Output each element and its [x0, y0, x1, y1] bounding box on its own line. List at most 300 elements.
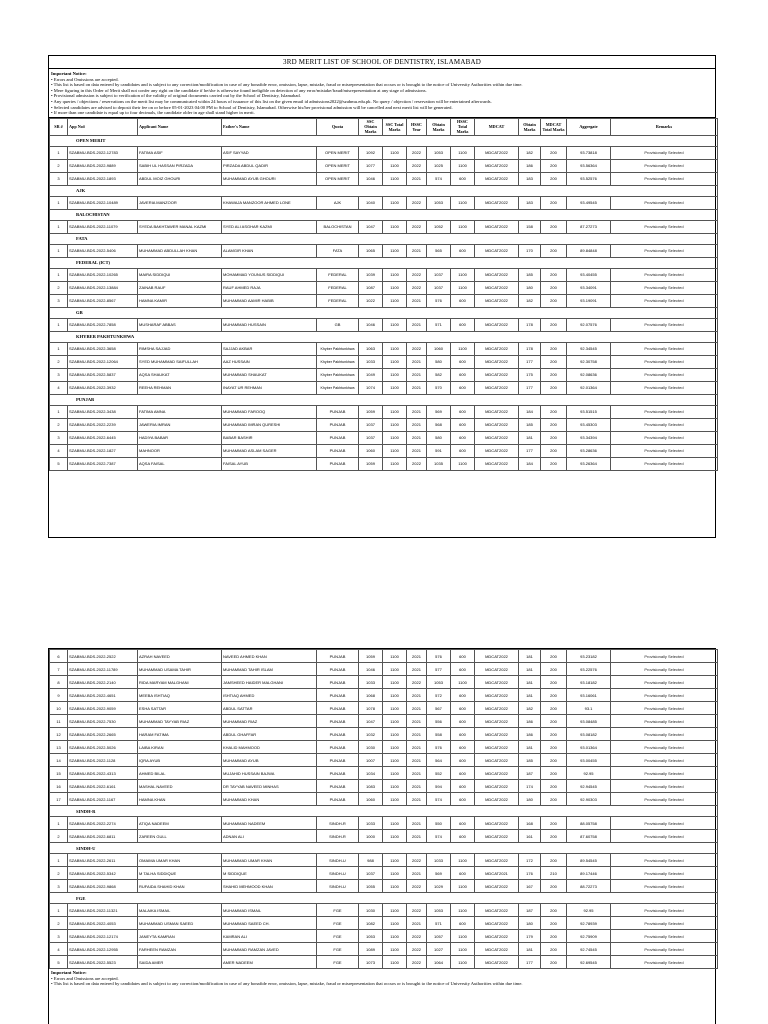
- table-cell: 600: [451, 663, 475, 676]
- table-cell: 186: [519, 715, 541, 728]
- table-cell: 2021: [407, 817, 427, 830]
- table-cell: MDCAT2022: [475, 381, 519, 394]
- table-cell: PUNJAB: [317, 650, 359, 663]
- table-cell: 200: [541, 457, 567, 470]
- table-cell: 600: [451, 418, 475, 431]
- table-row: [50, 780, 718, 793]
- table-cell: MDCAT2022: [475, 650, 519, 663]
- table-cell: JAWERIA IMRAN: [138, 418, 222, 431]
- table-cell: SZABMU-BDS-2022-9889: [68, 159, 138, 172]
- table-cell: 565: [427, 244, 451, 257]
- table-cell: 200: [541, 294, 567, 307]
- table-cell: 1100: [383, 650, 407, 663]
- table-cell: 200: [541, 172, 567, 185]
- table-cell: Provisionally Selected: [611, 780, 718, 793]
- table-cell: MAIRA SIDDIQUI: [138, 268, 222, 281]
- notice-heading: Important Notice:: [51, 970, 87, 975]
- table-cell: 93.73818: [567, 146, 611, 159]
- table-cell: Provisionally Selected: [611, 663, 718, 676]
- table-cell: 1089: [359, 943, 383, 956]
- table-cell: 1100: [451, 854, 475, 867]
- table-cell: M SIDDIQUE: [222, 867, 317, 880]
- quota-section-heading: [50, 307, 718, 318]
- table-cell: RIMSHA SAJJAD: [138, 342, 222, 355]
- table-cell: HARAM FATIMA: [138, 728, 222, 741]
- table-cell: ADNAN ALI: [222, 830, 317, 843]
- table-cell: 1100: [383, 431, 407, 444]
- table-cell: 1100: [383, 943, 407, 956]
- table-cell: SZABMU-BDS-2022-12064: [68, 355, 138, 368]
- table-cell: Provisionally Selected: [611, 405, 718, 418]
- table-cell: SZABMU-BDS-2022-5837: [68, 368, 138, 381]
- table-cell: Provisionally Selected: [611, 159, 718, 172]
- table-cell: 200: [541, 431, 567, 444]
- column-header: SSC Total Marks: [383, 118, 407, 135]
- table-cell: ABDUL SATTAR: [222, 702, 317, 715]
- table-cell: 1: [50, 220, 68, 233]
- table-cell: 2021: [407, 767, 427, 780]
- table-cell: HADIYA BABAR: [138, 431, 222, 444]
- table-cell: PIRZADA ABDUL QADIR: [222, 159, 317, 172]
- table-cell: 200: [541, 689, 567, 702]
- table-cell: 600: [451, 405, 475, 418]
- table-cell: 1100: [451, 196, 475, 209]
- table-row: [50, 956, 718, 969]
- table-cell: Provisionally Selected: [611, 943, 718, 956]
- table-cell: ABDUL MOIZ GHOURI: [138, 172, 222, 185]
- table-cell: AQSA FAISAL: [138, 457, 222, 470]
- table-cell: AHMED BILAL: [138, 767, 222, 780]
- table-cell: 1100: [383, 418, 407, 431]
- table-cell: 1053: [427, 196, 451, 209]
- table-cell: MUHAMMAD NADEEM: [222, 817, 317, 830]
- column-header: Obtain Marks: [427, 118, 451, 135]
- table-cell: 2022: [407, 281, 427, 294]
- table-cell: 600: [451, 917, 475, 930]
- table-cell: Provisionally Selected: [611, 689, 718, 702]
- quota-section-heading: [50, 331, 718, 342]
- table-cell: 2021: [407, 294, 427, 307]
- table-cell: 200: [541, 930, 567, 943]
- table-cell: 93.34394: [567, 431, 611, 444]
- column-header: MDCAT: [475, 118, 519, 135]
- table-cell: MDCAT2022: [475, 817, 519, 830]
- table-cell: 200: [541, 956, 567, 969]
- table-cell: MDCAT2022: [475, 159, 519, 172]
- table-cell: 1100: [383, 381, 407, 394]
- table-cell: 200: [541, 715, 567, 728]
- table-cell: 1100: [383, 281, 407, 294]
- table-cell: SZABMU-BDS-2022-1167: [68, 793, 138, 806]
- table-cell: 1046: [359, 663, 383, 676]
- table-cell: 1100: [383, 702, 407, 715]
- table-cell: RIDA MARYAM MALGHANI: [138, 676, 222, 689]
- table-cell: 200: [541, 793, 567, 806]
- table-cell: 600: [451, 780, 475, 793]
- table-cell: MUJAHID HUSSAIN BAJWA: [222, 767, 317, 780]
- table-cell: SYED ALI ASGHAR KAZMI: [222, 220, 317, 233]
- table-cell: 600: [451, 318, 475, 331]
- table-cell: SZABMU-BDS-2022-3438: [68, 405, 138, 418]
- table-cell: Provisionally Selected: [611, 294, 718, 307]
- table-cell: 200: [541, 444, 567, 457]
- table-cell: 89.17446: [567, 867, 611, 880]
- table-row: [50, 159, 718, 172]
- table-cell: MDCAT2022: [475, 956, 519, 969]
- table-cell: 200: [541, 830, 567, 843]
- table-cell: AQSA SHAUKAT: [138, 368, 222, 381]
- table-cell: SZABMU-BDS-2022-6811: [68, 830, 138, 843]
- table-cell: 200: [541, 904, 567, 917]
- table-cell: 185: [519, 418, 541, 431]
- table-cell: Khyber Pakhtunkhwa: [317, 368, 359, 381]
- table-row: [50, 728, 718, 741]
- table-cell: MDCAT2022: [475, 702, 519, 715]
- table-cell: 988: [359, 854, 383, 867]
- table-cell: 1100: [383, 159, 407, 172]
- table-cell: MUHAMMAD ISMAIL: [222, 904, 317, 917]
- table-cell: 88.05758: [567, 817, 611, 830]
- table-cell: SZABMU-BDS-2022-9059: [68, 702, 138, 715]
- table-row: [50, 172, 718, 185]
- table-cell: 600: [451, 741, 475, 754]
- table-cell: 1053: [427, 146, 451, 159]
- table-row: [50, 917, 718, 930]
- table-cell: 200: [541, 676, 567, 689]
- table-cell: 1047: [359, 715, 383, 728]
- table-cell: 1077: [359, 159, 383, 172]
- table-cell: MUHAMMAD FAROOQ: [222, 405, 317, 418]
- table-cell: 177: [519, 956, 541, 969]
- table-row: [50, 715, 718, 728]
- table-cell: 1060: [359, 793, 383, 806]
- table-cell: 93.19091: [567, 294, 611, 307]
- table-row: [50, 817, 718, 830]
- table-cell: SZABMU-BDS-2022-11321: [68, 904, 138, 917]
- table-cell: HAMNA KAMIR: [138, 294, 222, 307]
- table-cell: SHAHID MEHMOOD KHAN: [222, 880, 317, 893]
- table-cell: 200: [541, 405, 567, 418]
- table-cell: 200: [541, 342, 567, 355]
- table-cell: OPEN MERIT: [317, 172, 359, 185]
- table-cell: 200: [541, 418, 567, 431]
- table-cell: 92.74545: [567, 943, 611, 956]
- table-cell: 1100: [383, 741, 407, 754]
- table-cell: 600: [451, 355, 475, 368]
- table-cell: 1037: [427, 268, 451, 281]
- table-cell: SZABMU-BDS-2022-6161: [68, 780, 138, 793]
- table-cell: 2021: [407, 381, 427, 394]
- table-cell: MDCAT2022: [475, 715, 519, 728]
- table-cell: MDCAT2022: [475, 405, 519, 418]
- table-cell: 1000: [359, 830, 383, 843]
- table-cell: ZAREEN GULL: [138, 830, 222, 843]
- table-cell: 1100: [451, 930, 475, 943]
- table-cell: 93.01364: [567, 741, 611, 754]
- table-cell: MDCAT2022: [475, 728, 519, 741]
- table-cell: 180: [519, 917, 541, 930]
- table-cell: 1033: [359, 676, 383, 689]
- table-cell: PUNJAB: [317, 741, 359, 754]
- table-cell: 1: [50, 904, 68, 917]
- table-cell: 2021: [407, 355, 427, 368]
- table-cell: 577: [427, 663, 451, 676]
- table-cell: 576: [427, 294, 451, 307]
- table-cell: 1025: [427, 159, 451, 172]
- table-row: [50, 342, 718, 355]
- table-cell: 182: [519, 294, 541, 307]
- table-cell: 571: [427, 917, 451, 930]
- table-cell: Provisionally Selected: [611, 754, 718, 767]
- table-cell: 11: [50, 715, 68, 728]
- table-cell: 87.60758: [567, 830, 611, 843]
- table-cell: FEDERAL: [317, 268, 359, 281]
- table-cell: MDCAT2022: [475, 943, 519, 956]
- table-cell: 89.54545: [567, 854, 611, 867]
- table-row: [50, 146, 718, 159]
- table-row: [50, 381, 718, 394]
- table-cell: SZABMU-BDS-2022-1827: [68, 444, 138, 457]
- table-cell: 568: [427, 418, 451, 431]
- table-cell: 1100: [451, 342, 475, 355]
- table-cell: 93.00455: [567, 754, 611, 767]
- table-cell: 1100: [383, 930, 407, 943]
- table-cell: 1100: [451, 943, 475, 956]
- quota-section-label: GB: [50, 307, 718, 318]
- table-cell: 1007: [359, 754, 383, 767]
- table-row: [50, 663, 718, 676]
- table-cell: MDCAT2022: [475, 318, 519, 331]
- table-cell: SZABMU-BDS-2022-7858: [68, 318, 138, 331]
- table-row: [50, 650, 718, 663]
- table-cell: 175: [519, 368, 541, 381]
- table-cell: 181: [519, 676, 541, 689]
- table-cell: Provisionally Selected: [611, 342, 718, 355]
- table-cell: 2: [50, 159, 68, 172]
- table-cell: 2: [50, 355, 68, 368]
- table-cell: 1100: [383, 268, 407, 281]
- table-cell: 10: [50, 702, 68, 715]
- table-cell: 2021: [407, 444, 427, 457]
- notice-item: • This list is based on data entered by candidates and is subject to any correction/modification in case of any bonafide error, omission, lapse, mistake, fraud or misrepresentation that occurs or is brought to the notice of University Authorities within due time.: [51, 981, 523, 987]
- table-cell: 1053: [359, 930, 383, 943]
- table-cell: 1049: [359, 368, 383, 381]
- table-row: [50, 943, 718, 956]
- table-cell: 187: [519, 904, 541, 917]
- table-cell: SZABMU-BDS-2022-4651: [68, 689, 138, 702]
- table-row: [50, 930, 718, 943]
- table-cell: 600: [451, 381, 475, 394]
- table-cell: 1100: [451, 457, 475, 470]
- table-cell: SZABMU-BDS-2022-12955: [68, 943, 138, 956]
- table-cell: 200: [541, 741, 567, 754]
- table-row: [50, 689, 718, 702]
- quota-section-heading: [50, 843, 718, 854]
- table-cell: 594: [427, 780, 451, 793]
- table-cell: 2022: [407, 943, 427, 956]
- table-cell: 582: [427, 368, 451, 381]
- table-cell: FAISAL AYUB: [222, 457, 317, 470]
- table-row: [50, 767, 718, 780]
- table-cell: 1100: [451, 904, 475, 917]
- table-cell: 2021: [407, 728, 427, 741]
- table-cell: INAYAT UR REHMAN: [222, 381, 317, 394]
- table-cell: 7: [50, 663, 68, 676]
- table-cell: 2021: [407, 689, 427, 702]
- table-cell: 1053: [427, 676, 451, 689]
- table-cell: 574: [427, 172, 451, 185]
- table-cell: 1100: [383, 368, 407, 381]
- table-cell: 569: [427, 405, 451, 418]
- table-cell: FATIMA ASIF: [138, 146, 222, 159]
- table-cell: MDCAT2022: [475, 854, 519, 867]
- table-cell: 1040: [359, 196, 383, 209]
- table-cell: SZABMU-BDS-2022-13884: [68, 281, 138, 294]
- table-cell: SYED MUHAMMAD SAIFULLAH: [138, 355, 222, 368]
- table-cell: 8: [50, 676, 68, 689]
- table-cell: 1035: [427, 457, 451, 470]
- table-cell: 2022: [407, 880, 427, 893]
- table-cell: 180: [519, 281, 541, 294]
- table-cell: 3: [50, 368, 68, 381]
- table-cell: 2022: [407, 904, 427, 917]
- table-cell: 1037: [427, 281, 451, 294]
- table-cell: 1052: [427, 220, 451, 233]
- table-cell: RUFAIDA SHAHID KHAN: [138, 880, 222, 893]
- table-cell: Provisionally Selected: [611, 418, 718, 431]
- table-cell: MUHAMMAD UMAR KHAN: [222, 854, 317, 867]
- table-cell: 174: [519, 780, 541, 793]
- table-cell: NAVEED AHMED KHAN: [222, 650, 317, 663]
- table-cell: 93.18182: [567, 676, 611, 689]
- quota-section-heading: [50, 893, 718, 904]
- table-cell: 2021: [407, 405, 427, 418]
- table-row: [50, 294, 718, 307]
- table-cell: 93.22576: [567, 663, 611, 676]
- table-cell: 1100: [383, 904, 407, 917]
- table-cell: 2: [50, 830, 68, 843]
- table-cell: 600: [451, 431, 475, 444]
- table-cell: Provisionally Selected: [611, 444, 718, 457]
- table-cell: 1046: [359, 172, 383, 185]
- table-cell: Provisionally Selected: [611, 146, 718, 159]
- table-cell: MUHAMMAD IMRAN QURESHI: [222, 418, 317, 431]
- table-cell: 1100: [383, 220, 407, 233]
- table-cell: 1100: [383, 355, 407, 368]
- table-row: [50, 244, 718, 257]
- table-cell: MUHAMMAD TAYYAB RIAZ: [138, 715, 222, 728]
- table-cell: 1100: [383, 880, 407, 893]
- table-row: [50, 702, 718, 715]
- table-cell: MUHAMMAD AAMIR HABIB: [222, 294, 317, 307]
- table-cell: Provisionally Selected: [611, 244, 718, 257]
- table-cell: 2: [50, 418, 68, 431]
- quota-section-label: SINDH-R: [50, 806, 718, 817]
- table-cell: 182: [519, 702, 541, 715]
- table-cell: MOHAMMAD YOUNUS SIDDIQUI: [222, 268, 317, 281]
- table-cell: ASIF SAYYAD: [222, 146, 317, 159]
- table-cell: Provisionally Selected: [611, 867, 718, 880]
- quota-section-label: FGE: [50, 893, 718, 904]
- table-cell: 3: [50, 294, 68, 307]
- table-cell: ZAINAB RAUF: [138, 281, 222, 294]
- table-cell: Provisionally Selected: [611, 830, 718, 843]
- table-cell: MEEBA ISHTIAQ: [138, 689, 222, 702]
- table-cell: MDCAT2022: [475, 431, 519, 444]
- table-cell: 1039: [359, 268, 383, 281]
- table-cell: PUNJAB: [317, 405, 359, 418]
- table-cell: 93.45303: [567, 418, 611, 431]
- table-cell: Provisionally Selected: [611, 318, 718, 331]
- table-cell: MDCAT2022: [475, 444, 519, 457]
- table-cell: 93.16061: [567, 689, 611, 702]
- table-cell: MDCAT2022: [475, 904, 519, 917]
- table-cell: 167: [519, 880, 541, 893]
- table-cell: DR TAYYAB NAVEED MINHAS: [222, 780, 317, 793]
- table-cell: OPEN MERIT: [317, 146, 359, 159]
- table-cell: SZABMU-BDS-2022-11789: [68, 663, 138, 676]
- table-cell: HAMNA KHAN: [138, 793, 222, 806]
- table-cell: 172: [519, 854, 541, 867]
- table-cell: 2: [50, 917, 68, 930]
- table-cell: MUHAMMAD USMAN SAEED: [138, 917, 222, 930]
- table-row: [50, 431, 718, 444]
- merit-table-continued: [49, 649, 718, 969]
- table-cell: AJK: [317, 196, 359, 209]
- table-row: [50, 368, 718, 381]
- table-cell: Provisionally Selected: [611, 457, 718, 470]
- quota-section-label: PUNJAB: [50, 394, 718, 405]
- table-cell: 170: [519, 244, 541, 257]
- table-cell: REEHA REHMAN: [138, 381, 222, 394]
- table-cell: MDCAT2022: [475, 172, 519, 185]
- table-cell: SZABMU-BDS-2022-12783: [68, 146, 138, 159]
- table-cell: 186: [519, 728, 541, 741]
- table-cell: MDCAT2022: [475, 741, 519, 754]
- table-cell: 1: [50, 318, 68, 331]
- table-cell: 600: [451, 817, 475, 830]
- table-cell: AAZ HUSSAIN: [222, 355, 317, 368]
- table-cell: 1: [50, 268, 68, 281]
- table-cell: 1100: [383, 956, 407, 969]
- table-cell: 93.28636: [567, 444, 611, 457]
- table-cell: 183: [519, 196, 541, 209]
- table-row: [50, 268, 718, 281]
- table-cell: 92.95: [567, 767, 611, 780]
- notice-heading: Important Notice:: [51, 71, 87, 76]
- table-cell: 200: [541, 754, 567, 767]
- table-cell: SINDH-R: [317, 817, 359, 830]
- table-cell: Provisionally Selected: [611, 715, 718, 728]
- table-cell: 2021: [407, 663, 427, 676]
- table-row: [50, 220, 718, 233]
- table-cell: 158: [519, 220, 541, 233]
- table-cell: 1100: [383, 294, 407, 307]
- table-cell: AMER NADEEM: [222, 956, 317, 969]
- table-cell: ATIQA NADEEM: [138, 817, 222, 830]
- table-cell: 200: [541, 355, 567, 368]
- table-cell: 1: [50, 405, 68, 418]
- table-cell: OPEN MERIT: [317, 159, 359, 172]
- merit-table: [49, 118, 718, 471]
- table-cell: FATA: [317, 244, 359, 257]
- table-cell: MUHAMMAD USAMA TAHIR: [138, 663, 222, 676]
- table-cell: 177: [519, 444, 541, 457]
- table-cell: 1100: [383, 196, 407, 209]
- quota-section-heading: [50, 257, 718, 268]
- table-cell: Provisionally Selected: [611, 676, 718, 689]
- table-cell: 200: [541, 880, 567, 893]
